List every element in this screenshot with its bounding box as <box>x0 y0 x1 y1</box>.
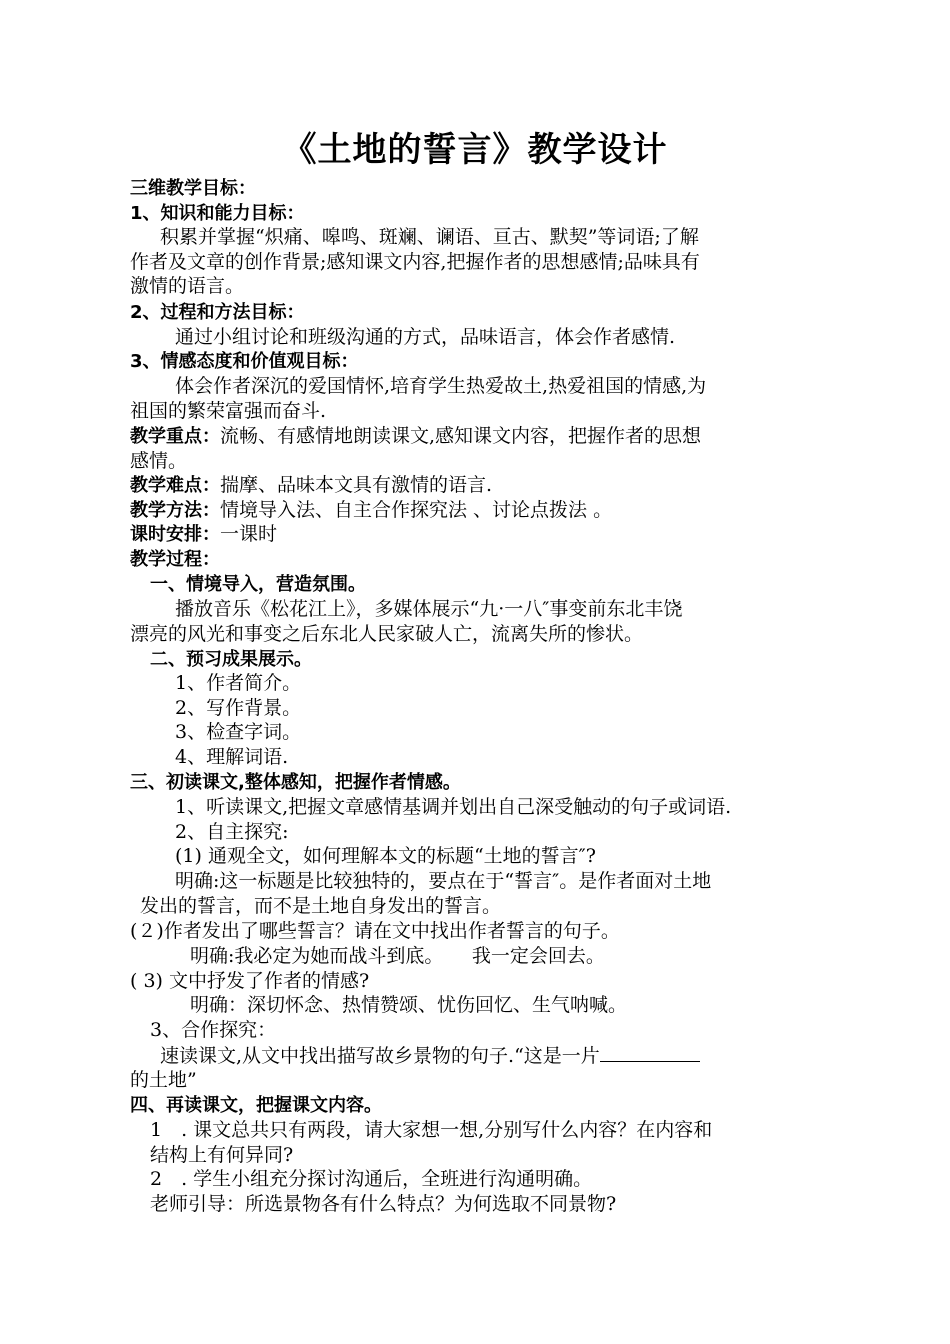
key-points-label: 教学重点： <box>130 426 220 447</box>
goal1-text: 作者及文章的创作背景;感知课文内容,把握作者的思想感情;品味具有 <box>130 251 700 273</box>
section4-heading: 四、再读课文，把握课文内容。 <box>130 1095 382 1116</box>
methods <box>130 498 830 523</box>
section2-heading: 二、预习成果展示。 <box>150 649 312 670</box>
schedule <box>130 522 830 547</box>
section3-answer: 明确:我必定为她而战斗到底。 我一定会回去。 <box>190 945 605 967</box>
section3-answer: 发出的誓言，而不是土地自身发出的誓言。 <box>140 895 502 917</box>
goal1-text: 积累并掌握“炽痛、嗥鸣、斑斓、谰语、亘古、默契”等词语;了解 <box>160 226 699 248</box>
goal3-heading: 3、情感态度和价值观目标： <box>130 351 359 372</box>
methods-label: 教学方法： <box>130 500 220 521</box>
section3-question: (２)作者发出了哪些誓言？请在文中找出作者誓言的句子。 <box>130 920 620 942</box>
goals-heading: 三维教学目标： <box>130 178 256 199</box>
section1-heading: 一、情境导入，营造氛围。 <box>150 574 366 595</box>
section1-text: 播放音乐《松花江上》，多媒体展示“九·一八″事变前东北丰饶 <box>175 598 683 620</box>
difficulties-text: 揣摩、品味本文具有激情的语言. <box>220 474 493 496</box>
goal2-heading: 2、过程和方法目标： <box>130 302 305 323</box>
section4-item: 2 . 学生小组充分探讨沟通后，全班进行沟通明确。 <box>150 1168 593 1190</box>
goal3-text: 祖国的繁荣富强而奋斗. <box>130 400 327 422</box>
difficulties <box>130 473 830 498</box>
section3-question: ( 3) 文中抒发了作者的情感? <box>130 970 370 992</box>
section3-heading: 三、初读课文,整体感知，把握作者情感。 <box>130 772 461 793</box>
goal3-text: 体会作者深沉的爱国情怀,培育学生热爱故土,热爱祖国的情感,为 <box>175 375 707 397</box>
document-title: 《土地的誓言》教学设计 <box>282 130 668 170</box>
schedule-label: 课时安排： <box>130 524 220 545</box>
process-heading: 教学过程： <box>130 549 220 570</box>
section3-question: (1) 通观全文，如何理解本文的标题“土地的誓言″? <box>175 845 596 867</box>
section3-item: 2、自主探究: <box>175 821 289 843</box>
section2-item: 1、作者简介。 <box>175 672 302 694</box>
goal2-text: 通过小组讨论和班级沟通的方式，品味语言，体会作者感情. <box>175 326 676 348</box>
section1-text: 漂亮的风光和事变之后东北人民家破人亡，流离失所的惨状。 <box>130 623 644 645</box>
section2-item: 4、理解词语. <box>175 746 289 768</box>
section3-answer: 明确:这一标题是比较独特的，要点在于“誓言″。是作者面对土地 <box>175 870 712 892</box>
key-points-text: 感情。 <box>130 450 188 472</box>
section3-item: 1、听读课文,把握文章感情基调并划出自己深受触动的句子或词语. <box>175 796 732 818</box>
schedule-text: 一课时 <box>220 523 278 545</box>
section3-coop-text: 速读课文,从文中找出描写故乡景物的句子.“这是一片 <box>160 1045 600 1067</box>
fill-in-blank <box>600 1043 700 1062</box>
section2-item: 3、检查字词。 <box>175 721 302 743</box>
key-points-text: 流畅、有感情地朗读课文,感知课文内容，把握作者的思想 <box>220 425 702 447</box>
methods-text: 情境导入法、自主合作探究法 、讨论点拨法 。 <box>220 499 613 521</box>
section2-item: 2、写作背景。 <box>175 697 302 719</box>
section4-item: 1 . 课文总共只有两段，请大家想一想,分别写什么内容？在内容和 <box>150 1119 713 1141</box>
section4-item: 结构上有何异同? <box>150 1144 294 1166</box>
goal1-text: 激情的语言。 <box>130 275 245 297</box>
section3-item: 3、合作探究： <box>150 1019 277 1041</box>
section4-guide: 老师引导：所选景物各有什么特点？为何选取不同景物? <box>150 1193 617 1215</box>
section3-answer: 明确：深切怀念、热情赞颂、忧伤回忆、生气呐喊。 <box>190 994 628 1016</box>
difficulties-label: 教学难点： <box>130 475 220 496</box>
key-points <box>130 424 830 449</box>
goal1-heading: 1、知识和能力目标： <box>130 203 305 224</box>
section3-coop-text: 的土地” <box>130 1069 197 1091</box>
section3-coop <box>130 1043 860 1069</box>
